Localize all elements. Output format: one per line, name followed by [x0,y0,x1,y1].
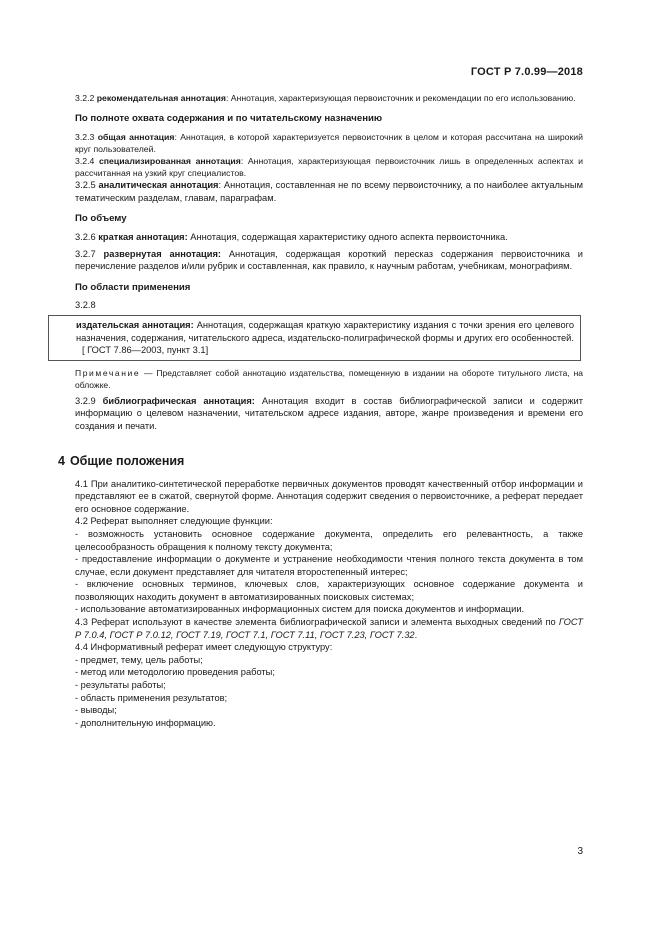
term: издательская аннотация: [76,319,194,330]
source-reference: [ ГОСТ 7.86—2003, пункт 3.1] [82,345,209,356]
item-3-2-5 [75,179,583,204]
list-item: - результаты работы; [75,680,166,691]
item-number: 3.2.2 [75,93,95,103]
term: общая аннотация [97,132,175,142]
item-3-2-9 [75,395,583,433]
standard-number: ГОСТ Р 7.0.99—2018 [470,66,583,78]
paragraph-4-4: 4.4 Информативный реферат имеет следующую структуру: [75,642,333,653]
list-item: - метод или методологию проведения работы; [75,667,275,678]
item-number: 3.2.3 [75,132,95,142]
term: специализированная аннотация [98,156,241,166]
quoted-definition-box [48,315,581,361]
item-3-2-4 [75,155,583,179]
note-label: Примечание [75,367,141,378]
definition: : Аннотация, составленная не по всему первоисточнику, а по наиболее актуальным тематическим разделам, главам, параграфам. [75,180,583,203]
subheading-coverage: По полноте охвата содержания и по читательскому назначению [75,113,383,124]
definition: : Аннотация, в которой характеризуется первоисточник в целом и которая рассчитана на широкий круг пользователей. [75,132,584,154]
item-number: 3.2.9 [75,395,96,406]
section-number: 4 [58,453,65,468]
item-number: 3.2.6 [75,232,96,243]
definition: : Аннотация, характеризующая первоисточник лишь в определенных аспектах и рассчитанная на узкий круг специалистов. [75,156,584,178]
paragraph-4-3 [75,616,583,641]
page-number: 3 [577,846,583,857]
definition: Аннотация, содержащая короткий пересказ содержания первоисточника и перечисление разделов и/или рубрик и составленная, как правило, к научным работам, учебникам, монографиям. [75,248,583,272]
subheading-volume: По объему [75,213,127,225]
paragraph-end: . [414,629,418,640]
paragraph-4-1: 4.1 При аналитико-синтетической переработке первичных документов проводят качественный отбор информации и представляют ее в сжатой, свернутой форме. Аннотация содержит сведения о первоисточнике, а реферат передает его основное содержание. [75,478,583,514]
section-4-heading [58,454,583,468]
list-item: - использование автоматизированных информационных систем для поиска документов и информации. [75,604,525,615]
page-content [58,92,584,729]
definition: Аннотация, содержащая характеристику одного аспекта первоисточника. [187,232,508,243]
item-number: 3.2.4 [75,156,95,166]
list-item: - возможность установить основное содержание документа, определить его релевантность, а также целесообразность обращения к полному тексту документа; [75,528,583,552]
item-3-2-6 [75,231,583,244]
paragraph-text: 4.3 Реферат используют в качестве элемента библиографической записи и элемента выходных сведений по [75,617,559,628]
definition: Аннотация, содержащая краткую характеристику издания с точки зрения его целевого назначения, содержания, читательского адреса, издательско-полиграфической формы и других его особенностей. [76,319,575,343]
list-item: - дополнительную информацию. [75,717,216,728]
definition: Аннотация входит в состав библиографической записи и содержит информацию о целевом назначении, читательском адресе издания, авторе, жанре произведения и времени его создания и печати. [75,395,583,431]
item-3-2-3 [75,131,583,155]
term: рекомендательная аннотация [96,93,226,103]
note [75,367,583,391]
note-text: — Представляет собой аннотацию издательства, помещенную в издании на обороте титульного листа, на обложке. [75,367,583,390]
item-number-3-2-8: 3.2.8 [75,299,96,310]
term: аналитическая аннотация [98,180,219,190]
section-title: Общие положения [69,453,185,468]
list-item: - предмет, тему, цель работы; [75,654,203,665]
term: краткая аннотация: [98,232,188,243]
term: развернутая аннотация: [103,248,221,259]
list-item: - включение основных терминов, ключевых слов, характеризующих основное содержание документа и позволяющих находить документ в автоматизированных поисковых системах; [75,579,583,602]
subheading-application: По области применения [75,281,191,293]
list-item: - выводы; [75,705,117,716]
term: библиографическая аннотация: [102,395,255,406]
paragraph-4-2: 4.2 Реферат выполняет следующие функции: [75,516,273,527]
item-3-2-7 [75,248,583,273]
definition: : Аннотация, характеризующая первоисточник и рекомендации по его использованию. [225,93,576,103]
list-item: - область применения результатов; [75,692,228,703]
standard-references: ГОСТ Р 7.0.4, ГОСТ Р 7.0.12, ГОСТ 7.19, ГОСТ 7.1, ГОСТ 7.11, ГОСТ 7.23, ГОСТ 7.32 [75,617,583,640]
item-3-2-2 [75,92,583,104]
list-item: - предоставление информации о документе и устранение необходимости чтения полного текста документа в том случае, если документ представляет для читателя второстепенный интерес; [75,554,583,577]
item-number: 3.2.5 [75,180,96,190]
item-3-2-8 [76,319,574,344]
item-number: 3.2.7 [75,248,96,259]
